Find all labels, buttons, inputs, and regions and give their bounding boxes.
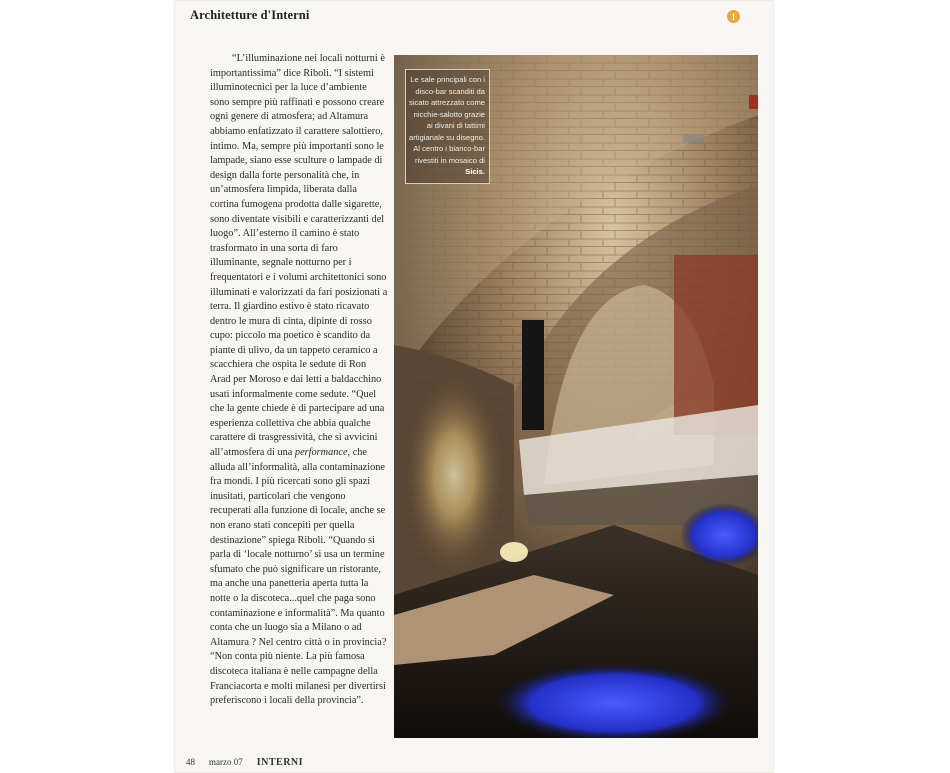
article-paragraph <box>210 52 388 709</box>
article-column <box>210 52 388 709</box>
article-text-part2: , che alluda all’informalità, alla contaminazione fra mondi. I più ricercati sono gli spazi inusitati, particolari che vengono recuperati alla funzione di locale, anche se non erano stati concepiti per quella destinazione” spiega Riboli. “Quando si parla di ‘locale notturno’ si usa un termine sfumato che può significare un ristorante, ma anche una panetteria aperta tutta la notte o la discoteca...quel che paga sono contaminazione e informalità”. Ma quanto conta che un luogo sia a Milano o ad Altamura ? Nel centro città o in provincia? “Non conta più niente. La più famosa discoteca italiana è nelle campagne della Franciacorta e molti milanesi per divertirsi preferiscono i locali della provincia”. <box>210 447 387 707</box>
caption-text: Le sale principali con i disco-bar scanditi da sicato attrezzato come nicchie-salotto grazie ai divani di tattimi artigianale su disegno. Al centro i bianco-bar rivestiti in mosaico di <box>409 75 485 165</box>
magazine-name: INTERNI <box>256 757 304 768</box>
section-title: Architetture d'Interni <box>190 8 310 22</box>
page-footer <box>186 757 303 768</box>
article-text-emphasis: performance <box>294 447 348 459</box>
article-text-part1: “L’illuminazione nei locali notturni è importantissima” dice Riboli. “I sistemi illuminotecnici per la luce d’ambiente sono sempre più raffinati e possono creare ogni genere di atmosfera; ad Altamura abbiamo enfatizzato il carattere salottiero, intimo. Ma, sempre più importanti sono le lampade, siano esse sculture o lampade di design dalla forte personalità che, in un’atmosfera limpida, liberata dalla cortina fumogena prodotta dalle sigarette, sono diventate visibili e caratterizzanti del luogo”. All’esterno il camino è stato trasformato in una sorta di faro illuminante, segnale notturno per i frequentatori e i volumi architettonici sono illuminati e valorizzati da fari posizionati a terra. Il giardino estivo è stato ricavato dentro le mura di cinta, dipinte di rosso cupo: piccolo ma poetico è scandito da piante di ulivo, da un tappeto ceramico a scacchiera che ospita le sedute di Ron Arad per Moroso e dai letti a baldacchino usati informalmente come sedute. “Quel che la gente chiede è di partecipare ad una esperienza collettiva che abbia qualche carattere di trasgressività, che si avvicini all’atmosfera di una <box>210 53 388 459</box>
caption-brand: Sicis. <box>465 167 485 176</box>
page-number: 48 <box>186 757 195 767</box>
photo-caption <box>405 69 490 184</box>
section-badge-icon: I <box>727 10 740 23</box>
issue-date: marzo 07 <box>209 757 243 767</box>
